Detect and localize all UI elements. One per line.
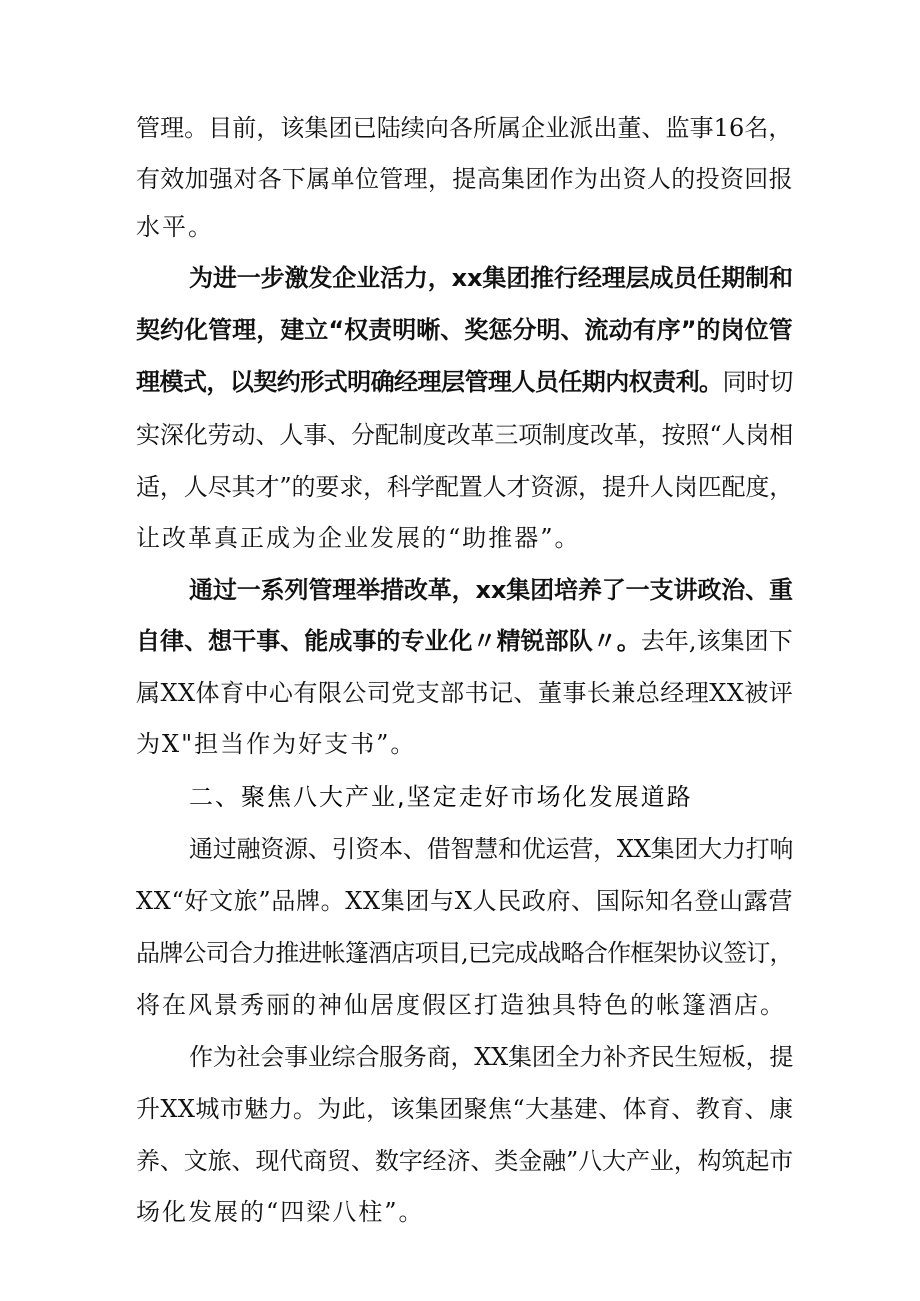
body-text: 有效加强对各下属单位管理，提高集团作为出资人的投资回报	[136, 165, 793, 193]
body-text: 属XX体育中心有限公司党支部书记、董事长兼总经理XX被评	[136, 679, 794, 707]
text-line	[136, 1094, 793, 1124]
body-text: 通过融资源、引资本、借智慧和优运营，XX集团大力打响	[189, 835, 794, 863]
bold-text: 通过一系列管理举措改革，xx集团培养了一支讲政治、重	[189, 576, 793, 604]
text-line	[136, 315, 793, 345]
section-heading: 二、聚焦八大产业,坚定走好市场化发展道路	[189, 783, 693, 811]
text-line	[189, 575, 793, 605]
body-text: 实深化劳动、人事、分配制度改革三项制度改革，按照“人岗相	[136, 421, 794, 449]
text-line	[136, 164, 793, 194]
text-line	[136, 678, 793, 708]
text-line	[189, 1042, 793, 1072]
body-text: 品牌公司合力推进帐篷酒店项目,已完成战略合作框架协议签订，	[136, 939, 793, 967]
body-text: 场化发展的“四梁八柱”。	[136, 1198, 425, 1226]
bold-text: 理模式，以契约形式明确经理层管理人员任期内权责利。	[136, 368, 723, 396]
body-text: 作为社会事业综合服务商，XX集团全力补齐民生短板，提	[189, 1043, 794, 1071]
body-text: XX“好文旅”品牌。XX集团与X人民政府、国际知名登山露营	[136, 887, 794, 915]
body-text: 让改革真正成为企业发展的“助推器”。	[136, 524, 581, 552]
text-line	[136, 472, 793, 502]
text-line	[189, 834, 793, 864]
text-line	[136, 886, 793, 916]
text-line	[136, 523, 581, 553]
body-text: 为X"担当作为好支书”。	[136, 730, 417, 758]
bold-text: 自律、想干事、能成事的专业化〃精锐部队〃。	[136, 627, 641, 655]
text-line	[136, 367, 793, 397]
body-text: 适，人尽其才”的要求，科学配置人才资源，提升人岗匹配度，	[136, 473, 794, 501]
bold-text: 契约化管理，建立“权责明晰、奖惩分明、流动有序”的岗位管	[136, 316, 793, 344]
text-line	[136, 212, 214, 242]
text-line	[136, 729, 416, 759]
text-line	[136, 990, 786, 1020]
text-line	[189, 263, 793, 293]
body-text: 养、文旅、现代商贸、数字经济、类金融”八大产业，构筑起市	[136, 1147, 794, 1175]
body-text: 去年,该集团下	[640, 627, 793, 655]
text-line	[136, 1146, 793, 1176]
body-text: 同时切	[722, 368, 793, 396]
text-line	[136, 626, 793, 656]
text-line	[136, 1197, 425, 1227]
body-text: 水平。	[136, 213, 214, 241]
text-line	[136, 420, 793, 450]
body-text: 升XX城市魅力。为此，该集团聚焦“大基建、体育、教育、康	[136, 1095, 794, 1123]
text-line	[136, 938, 793, 968]
text-line	[189, 782, 693, 812]
bold-text: 为进一步激发企业活力，xx集团推行经理层成员任期制和	[189, 264, 793, 292]
body-text: 将在风景秀丽的神仙居度假区打造独具特色的帐篷酒店。	[136, 991, 786, 1019]
body-text: 管理。目前，该集团已陆续向各所属企业派出董、监事16名，	[136, 114, 793, 142]
text-line	[136, 113, 793, 143]
